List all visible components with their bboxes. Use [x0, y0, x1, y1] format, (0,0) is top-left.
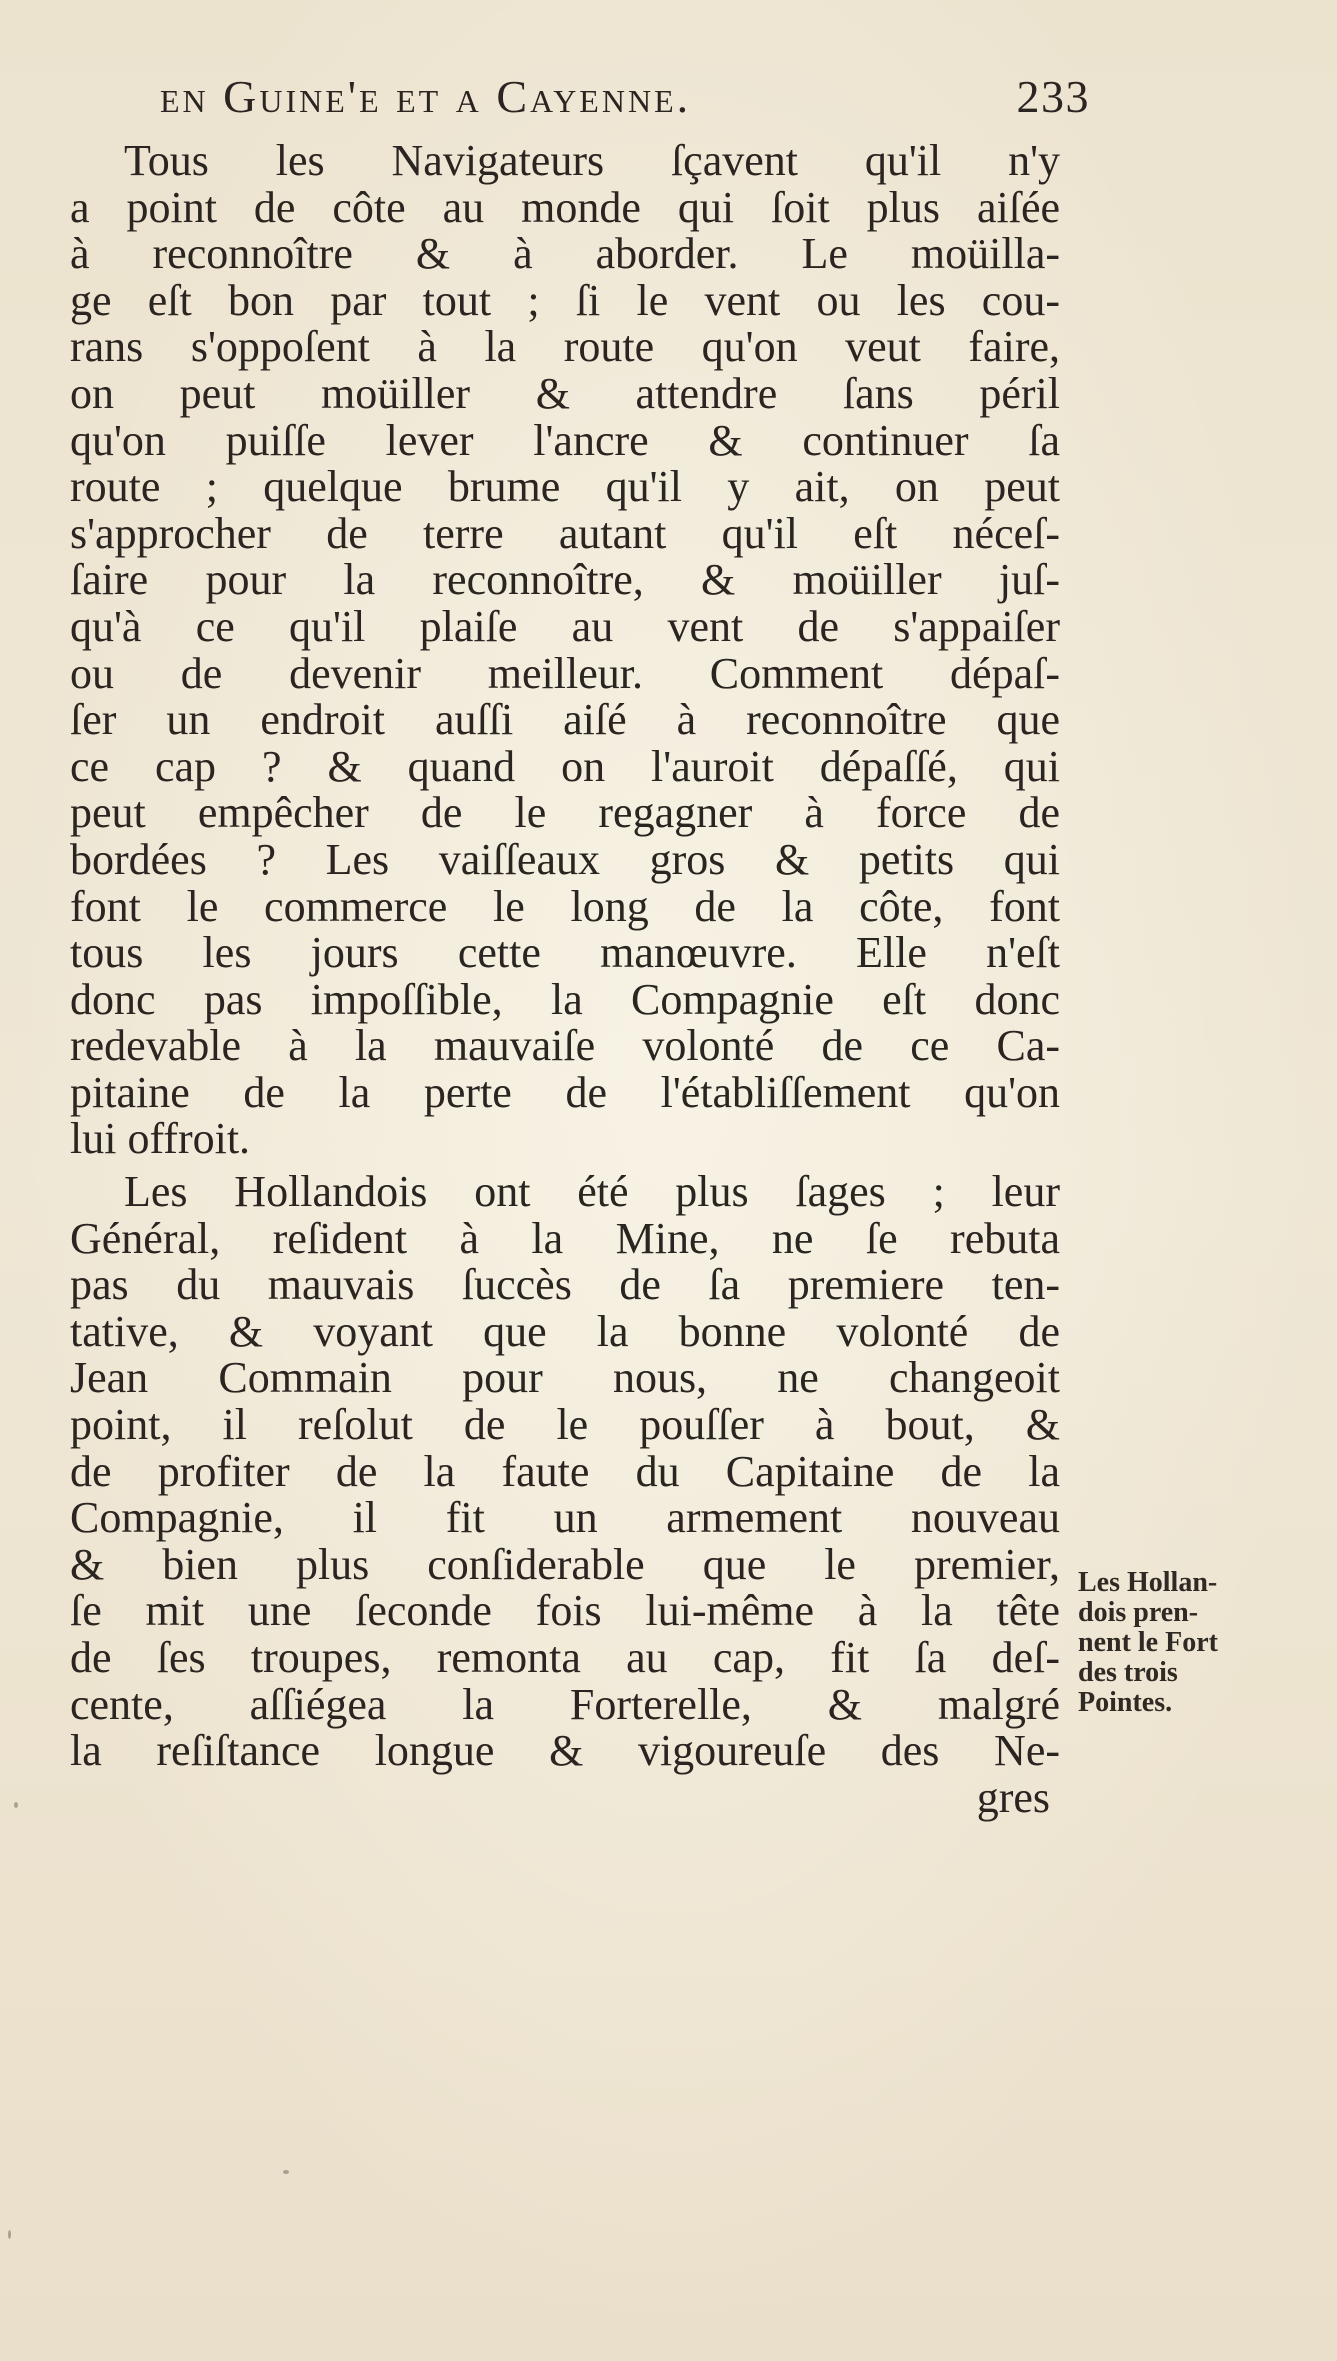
text-line: peut empêcher de le regagner à force de	[70, 788, 1060, 838]
text-line: ce cap ? & quand on l'auroit dépaſſé, qui	[70, 741, 1060, 791]
text-line: Les Hollandois ont été plus ſages ; leur	[124, 1167, 1060, 1217]
text-line: bordées ? Les vaiſſeaux gros & petits qui	[70, 834, 1060, 884]
text-line: qu'à ce qu'il plaiſe au vent de s'appaiſer	[70, 601, 1060, 651]
text-line: & bien plus conſiderable que le premier,	[70, 1539, 1060, 1589]
text-line: Tous les Navigateurs ſçavent qu'il n'y	[124, 136, 1060, 185]
text-line: ge eſt bon par tout ; ſi le vent ou les cou-	[70, 275, 1060, 325]
text-line: ſe mit une ſeconde fois lui-même à la tête	[70, 1586, 1060, 1636]
text-line: de profiter de la faute du Capitaine de la	[70, 1446, 1060, 1496]
body-text	[70, 138, 1060, 1821]
text-line: pas du mauvais ſuccès de ſa premiere ten-	[70, 1260, 1060, 1310]
paper-speck	[14, 1802, 18, 1808]
margin-note-line: nent le Fort	[1078, 1627, 1218, 1658]
margin-note-line: dois pren-	[1078, 1597, 1199, 1628]
text-line: Compagnie, il fit un armement nouveau	[70, 1493, 1060, 1543]
text-line: a point de côte au monde qui ſoit plus aiſée	[70, 182, 1060, 232]
catchword: gres	[976, 1772, 1050, 1822]
paragraph-2	[70, 1169, 1060, 1775]
text-line: à reconnoître & à aborder. Le moüilla-	[70, 229, 1060, 279]
text-line: Jean Commain pour nous, ne changeoit	[70, 1353, 1060, 1403]
text-line: pitaine de la perte de l'établiſſement qu'on	[70, 1067, 1060, 1117]
margin-note-line: Les Hollan-	[1078, 1567, 1218, 1598]
text-line: qu'on puiſſe lever l'ancre & continuer ſa	[70, 415, 1060, 465]
running-title: en Guine'e et a Cayenne.	[160, 71, 692, 122]
page-header	[160, 70, 1090, 132]
text-line: Général, reſident à la Mine, ne ſe rebuta	[70, 1213, 1060, 1263]
text-line: lui offroit.	[70, 1114, 251, 1164]
text-line: ſer un endroit auſſi aiſé à reconnoître que	[70, 695, 1060, 745]
text-line: tous les jours cette manœuvre. Elle n'eſt	[70, 928, 1060, 978]
paragraph-1	[70, 138, 1060, 1163]
paper-speck	[8, 2230, 11, 2239]
text-line: donc pas impoſſible, la Compagnie eſt donc	[70, 974, 1060, 1024]
text-line: point, il reſolut de le pouſſer à bout, &	[70, 1400, 1060, 1450]
text-line: ou de devenir meilleur. Comment dépaſ-	[70, 648, 1060, 698]
text-line: route ; quelque brume qu'il y ait, on peut	[70, 462, 1060, 512]
text-line: s'approcher de terre autant qu'il eſt néceſ-	[70, 508, 1060, 558]
margin-note-line: des trois	[1078, 1657, 1178, 1688]
text-line: on peut moüiller & attendre ſans péril	[70, 368, 1060, 418]
text-line: font le commerce le long de la côte, font	[70, 881, 1060, 931]
text-line: ſaire pour la reconnoître, & moüiller juſ-	[70, 555, 1060, 605]
text-line: redevable à la mauvaiſe volonté de ce Ca-	[70, 1021, 1060, 1071]
page-number: 233	[1016, 71, 1090, 122]
text-line: tative, & voyant que la bonne volonté de	[70, 1306, 1060, 1356]
text-line: cente, aſſiégea la Forterelle, & malgré	[70, 1679, 1060, 1729]
margin-note-line: Pointes.	[1078, 1687, 1173, 1718]
text-line: la reſiſtance longue & vigoureuſe des Ne-	[70, 1726, 1060, 1776]
text-line: rans s'oppoſent à la route qu'on veut faire,	[70, 322, 1060, 372]
text-line: de ſes troupes, remonta au cap, fit ſa deſ-	[70, 1633, 1060, 1682]
paper-speck	[283, 2170, 289, 2174]
margin-note	[1078, 1568, 1308, 1718]
